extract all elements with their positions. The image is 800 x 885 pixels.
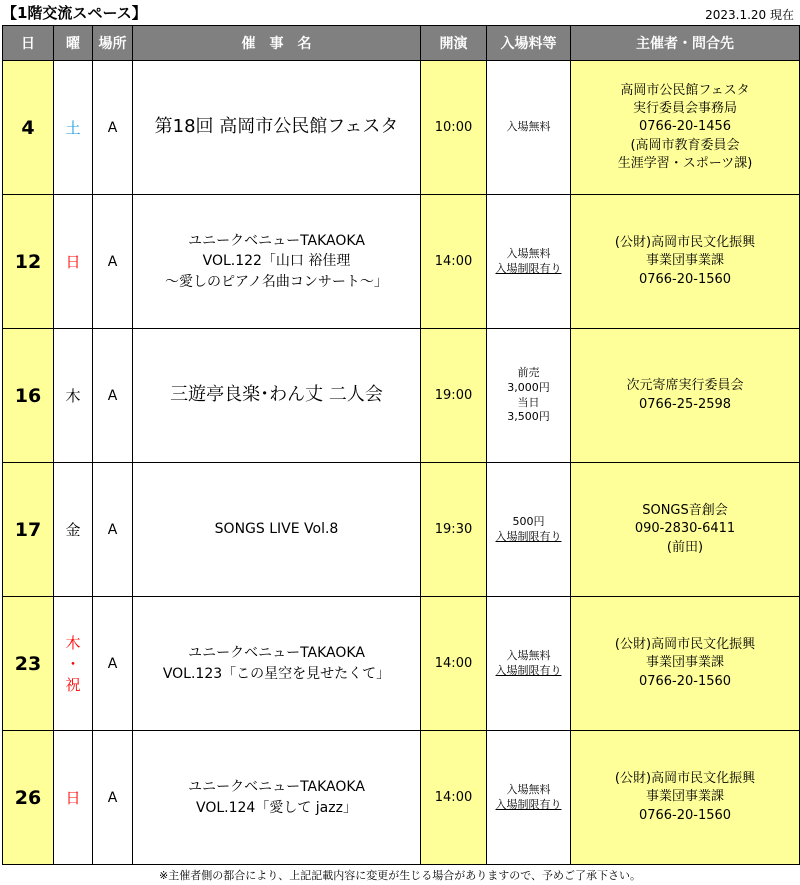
text-line: 0766-25-2598 bbox=[638, 396, 732, 412]
text-line: (公財)高岡市民文化振興 bbox=[614, 235, 756, 251]
organizer-cell bbox=[571, 195, 800, 329]
text-line: ユニークベニューTAKAOKA bbox=[188, 779, 365, 796]
table-row bbox=[3, 329, 800, 463]
table-row bbox=[3, 463, 800, 597]
text-line: (公財)高岡市民文化振興 bbox=[614, 771, 756, 787]
text-line: 入場無料 bbox=[506, 648, 551, 662]
event-name-cell bbox=[133, 463, 421, 597]
event-name-cell bbox=[133, 597, 421, 731]
event-name-cell bbox=[133, 329, 421, 463]
place-cell: A bbox=[93, 61, 133, 195]
text-line: 金 bbox=[65, 521, 81, 539]
fee-cell bbox=[487, 731, 571, 865]
place-cell: A bbox=[93, 195, 133, 329]
text-line: 3,500円 bbox=[507, 410, 550, 424]
text-line: SONGS音創会 bbox=[642, 503, 728, 519]
text-line: 三遊亭良楽･わん丈 二人会 bbox=[170, 384, 383, 406]
text-line: 事業団事業課 bbox=[645, 655, 724, 671]
text-line: 事業団事業課 bbox=[645, 789, 724, 805]
text-line: 前売 bbox=[517, 365, 540, 379]
text-line: 木 bbox=[65, 387, 81, 405]
fee-cell bbox=[487, 329, 571, 463]
place-cell: A bbox=[93, 329, 133, 463]
table-row bbox=[3, 731, 800, 865]
admission-limit-note: 入場制限有り bbox=[495, 663, 562, 677]
text-line: 実行委員会事務局 bbox=[632, 101, 737, 117]
text-line: 事業団事業課 bbox=[645, 253, 724, 269]
organizer-cell bbox=[571, 61, 800, 195]
column-header-organizer: 主催者・問合先 bbox=[571, 26, 800, 61]
text-line: VOL.124「愛して jazz」 bbox=[196, 799, 357, 816]
text-line: 生涯学習・スポーツ課) bbox=[617, 155, 753, 171]
column-header-fee: 入場料等 bbox=[487, 26, 571, 61]
as-of-date: 2023.1.20 現在 bbox=[705, 8, 794, 22]
organizer-cell bbox=[571, 597, 800, 731]
event-name-cell bbox=[133, 731, 421, 865]
text-line: ユニークベニューTAKAOKA bbox=[188, 645, 365, 662]
text-line: 入場無料 bbox=[506, 120, 551, 134]
text-line: (高岡市教育委員会 bbox=[630, 137, 740, 153]
text-line: 0766-20-1560 bbox=[638, 673, 732, 689]
column-header-day: 日 bbox=[3, 26, 54, 61]
place-cell: A bbox=[93, 731, 133, 865]
page-title: 【1階交流スペース】 bbox=[2, 4, 147, 22]
fee-cell bbox=[487, 195, 571, 329]
column-header-start: 開演 bbox=[421, 26, 487, 61]
admission-limit-note: 入場制限有り bbox=[495, 797, 562, 811]
start-time-cell: 19:00 bbox=[421, 329, 487, 463]
day-cell: 4 bbox=[3, 61, 54, 195]
text-line: 高岡市公民館フェスタ bbox=[620, 83, 750, 99]
text-line: 0766-20-1456 bbox=[638, 119, 732, 135]
table-row bbox=[3, 195, 800, 329]
weekday-cell bbox=[54, 463, 93, 597]
text-line: ～愛しのピアノ名曲コンサート～」 bbox=[165, 273, 388, 290]
day-cell: 23 bbox=[3, 597, 54, 731]
text-line: VOL.122「山口 裕佳理 bbox=[202, 253, 351, 270]
day-cell: 17 bbox=[3, 463, 54, 597]
weekday-cell bbox=[54, 329, 93, 463]
text-line: 次元寄席実行委員会 bbox=[626, 378, 744, 394]
admission-limit-note: 入場制限有り bbox=[495, 261, 562, 275]
text-line: 当日 bbox=[517, 395, 540, 409]
text-line: ・ bbox=[65, 655, 81, 673]
fee-cell bbox=[487, 61, 571, 195]
text-line: 090-2830-6411 bbox=[634, 521, 736, 537]
event-name-cell bbox=[133, 61, 421, 195]
text-line: VOL.123「この星空を見せたくて」 bbox=[162, 665, 391, 682]
text-line: 0766-20-1560 bbox=[638, 271, 732, 287]
text-line: 土 bbox=[65, 119, 81, 137]
text-line: 0766-20-1560 bbox=[638, 807, 732, 823]
text-line: 第18回 高岡市公民館フェスタ bbox=[154, 116, 399, 138]
text-line: 入場無料 bbox=[506, 246, 551, 260]
text-line: 日 bbox=[65, 789, 81, 807]
organizer-cell bbox=[571, 463, 800, 597]
day-cell: 26 bbox=[3, 731, 54, 865]
start-time-cell: 19:30 bbox=[421, 463, 487, 597]
table-header-row bbox=[3, 26, 800, 61]
text-line: (公財)高岡市民文化振興 bbox=[614, 637, 756, 653]
place-cell: A bbox=[93, 597, 133, 731]
start-time-cell: 14:00 bbox=[421, 731, 487, 865]
event-schedule-table bbox=[2, 25, 800, 865]
text-line: 500円 bbox=[512, 514, 545, 528]
text-line: 3,000円 bbox=[507, 380, 550, 394]
text-line: 日 bbox=[65, 253, 81, 271]
start-time-cell: 14:00 bbox=[421, 597, 487, 731]
text-line: (前田) bbox=[666, 539, 704, 555]
fee-cell bbox=[487, 463, 571, 597]
text-line: 祝 bbox=[65, 676, 81, 694]
admission-limit-note: 入場制限有り bbox=[495, 529, 562, 543]
text-line: SONGS LIVE Vol.8 bbox=[214, 521, 339, 538]
weekday-cell bbox=[54, 195, 93, 329]
weekday-cell bbox=[54, 731, 93, 865]
weekday-cell bbox=[54, 61, 93, 195]
organizer-cell bbox=[571, 731, 800, 865]
weekday-cell bbox=[54, 597, 93, 731]
column-header-event: 催 事 名 bbox=[133, 26, 421, 61]
text-line: 木 bbox=[65, 634, 81, 652]
column-header-place: 場所 bbox=[93, 26, 133, 61]
start-time-cell: 10:00 bbox=[421, 61, 487, 195]
start-time-cell: 14:00 bbox=[421, 195, 487, 329]
event-name-cell bbox=[133, 195, 421, 329]
text-line: 入場無料 bbox=[506, 782, 551, 796]
column-header-weekday: 曜 bbox=[54, 26, 93, 61]
fee-cell bbox=[487, 597, 571, 731]
day-cell: 12 bbox=[3, 195, 54, 329]
table-row bbox=[3, 61, 800, 195]
day-cell: 16 bbox=[3, 329, 54, 463]
place-cell: A bbox=[93, 463, 133, 597]
organizer-cell bbox=[571, 329, 800, 463]
text-line: ユニークベニューTAKAOKA bbox=[188, 233, 365, 250]
table-row bbox=[3, 597, 800, 731]
disclaimer-note: ※主催者側の都合により、上記記載内容に変更が生じる場合がありますので、予めご了承下さい。 bbox=[159, 869, 641, 882]
